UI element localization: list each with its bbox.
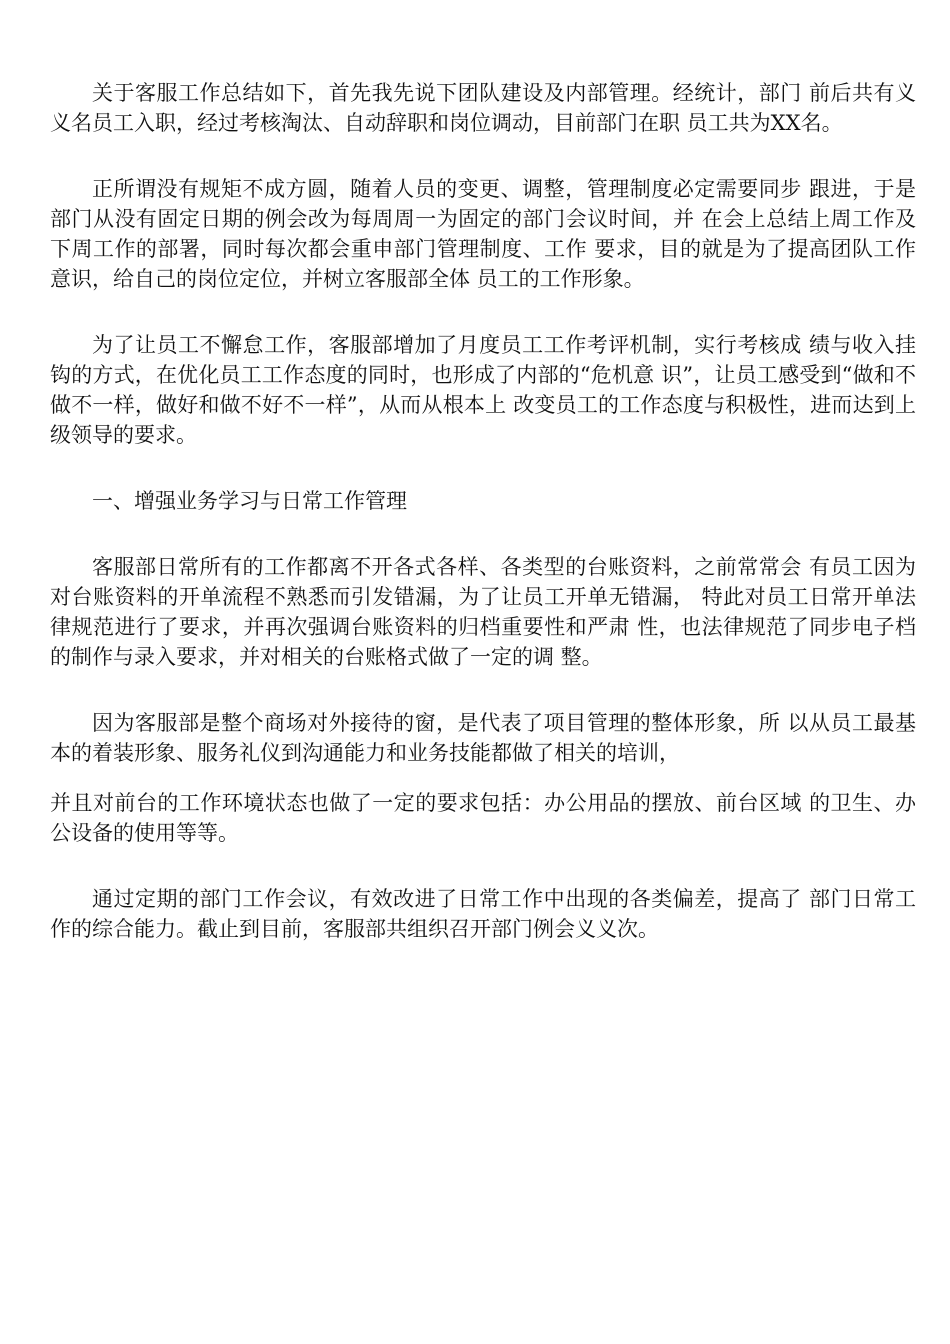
- paragraph-meetings: 通过定期的部门工作会议，有效改进了日常工作中出现的各类偏差，提高了 部门日常工作的综合能力。截止到目前，客服部共组织召开部门例会义义次。: [50, 887, 916, 941]
- paragraph-evaluation-mechanism: 为了让员工不懈怠工作，客服部增加了月度员工工作考评机制，实行考核成 绩与收入挂钩的方式，在优化员工工作态度的同时，也形成了内部的“危机意 识”，让员工感受到“做和不做不一样，做好和做不好不一样”，从而从根本上 改变员工的工作态度与积极性，进而达到上级领导的要求。: [50, 333, 916, 447]
- document-body: [50, 78, 916, 980]
- paragraph-management-system: 正所谓没有规矩不成方圆，随着人员的变更、调整，管理制度必定需要同步 跟进，于是部门从没有固定日期的例会改为每周周一为固定的部门会议时间，并 在会上总结上周工作及下周工作的部署，同时每次都会重申部门管理制度、工作 要求，目的就是为了提高团队工作意识，给自己的岗位定位，并树立客服部全体 员工的工作形象。: [50, 177, 916, 291]
- paragraph-team-building: 关于客服工作总结如下，首先我先说下团队建设及内部管理。经统计，部门 前后共有义义名员工入职，经过考核淘汰、自动辞职和岗位调动，目前部门在职 员工共为XX名。: [50, 81, 916, 135]
- paragraph-training: 因为客服部是整个商场对外接待的窗，是代表了项目管理的整体形象，所 以从员工最基本的着装形象、服务礼仪到沟通能力和业务技能都做了相关的培训，: [50, 711, 916, 765]
- paragraph-ledger-materials: 客服部日常所有的工作都离不开各式各样、各类型的台账资料，之前常常会 有员工因为对台账资料的开单流程不熟悉而引发错漏，为了让员工开单无错漏， 特此对员工日常开单法律规范进行了要求，并再次强调台账资料的归档重要性和严肃 性，也法律规范了同步电子档的制作与录入要求，并对相关的台账格式做了一定的调 整。: [50, 555, 916, 669]
- section-heading: 一、增强业务学习与日常工作管理: [92, 489, 407, 513]
- paragraph-front-desk: 并且对前台的工作环境状态也做了一定的要求包括：办公用品的摆放、前台区域 的卫生、办公设备的使用等等。: [50, 791, 916, 845]
